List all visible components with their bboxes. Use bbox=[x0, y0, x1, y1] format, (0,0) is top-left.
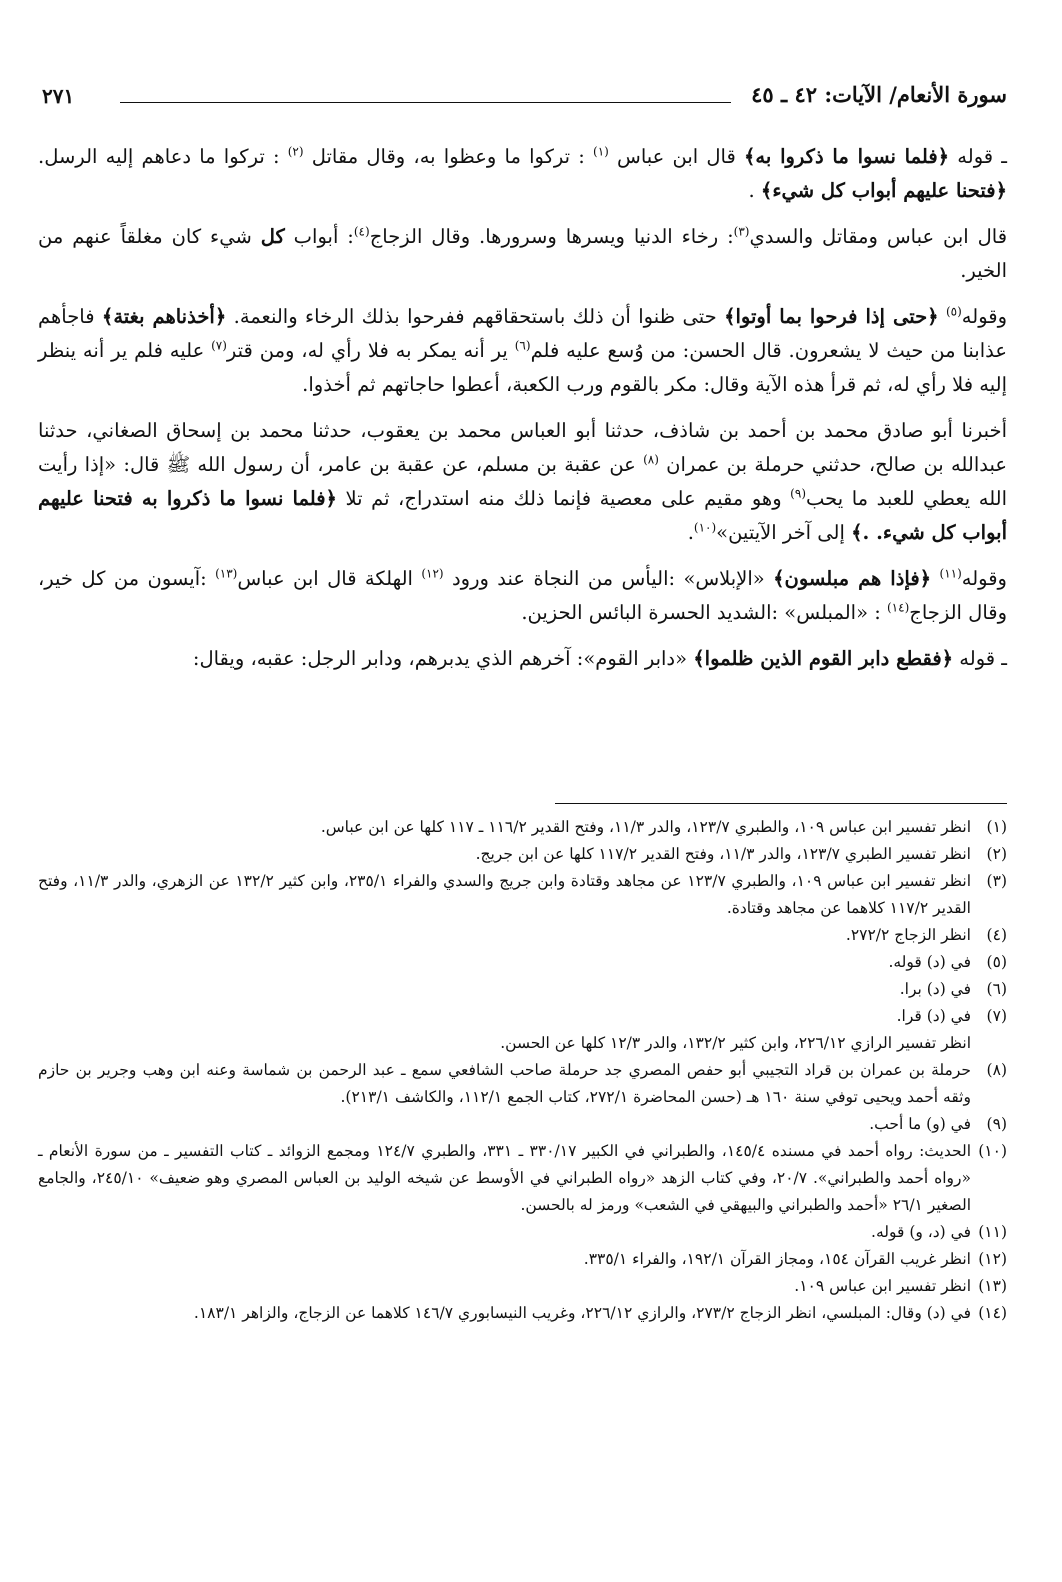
text: ـ قوله bbox=[953, 647, 1007, 670]
footnote-ref[interactable]: (١١) bbox=[939, 566, 962, 581]
text: «الإبلاس» :اليأس من النجاة عند ورود bbox=[443, 567, 774, 590]
page-number: ٢٧١ bbox=[42, 84, 75, 108]
text: أخبرنا أبو صادق محمد بن أحمد بن شاذف، حدثنا أبو العباس محمد بن يعقوب، حدثنا محمد بن إسحاق الصغاني، حدثنا عبدالله بن صالح، حدثني حرملة بن عمران bbox=[38, 419, 1007, 476]
paragraph-5 bbox=[38, 562, 1007, 630]
footnote-ref[interactable]: (١) bbox=[593, 144, 609, 159]
footnote-number: (٣) bbox=[986, 872, 1007, 890]
footnote-text: في (د) قوله. bbox=[888, 953, 971, 971]
text: : تركوا ما وعظوا به، وقال مقاتل bbox=[303, 145, 593, 168]
footnote-ref[interactable]: (٩) bbox=[790, 486, 806, 501]
footnote-ref[interactable]: (٣) bbox=[733, 224, 750, 239]
footnote bbox=[38, 1246, 1007, 1273]
footnote-text: في (د) قرا. bbox=[896, 1007, 971, 1025]
text: وقوله bbox=[961, 567, 1007, 590]
text: وهو مقيم على معصية فإنما ذلك منه استدراج، ثم تلا bbox=[336, 487, 791, 510]
text: قال ابن عباس bbox=[608, 145, 744, 168]
footnote-text: الحديث: رواه أحمد في مسنده ١٤٥/٤، والطبراني في الكبير ٣٣٠/١٧ ـ ٣٣١، والطبري ١٢٤/٧ ومجمع الزوائد ـ كتاب التفسير ـ من سورة الأنعام ـ «رواه أحمد والطبراني». ٢٠/٧، وفي كتاب الزهد «رواه الطبراني في الأوسط عن شيخه الوليد بن العباس المصري وهو ضعيف» ٢٤٥/١٠، والجامع الصغير ٢٦/١ «أحمد والطبراني والبيهقي في الشعب» ورمز له بالحسن. bbox=[38, 1142, 972, 1214]
text: وقوله bbox=[961, 305, 1008, 328]
footnote-number: (١٢) bbox=[978, 1250, 1007, 1268]
footnote-ref[interactable]: (٤) bbox=[353, 224, 370, 239]
footnote-text: في (د، و) قوله. bbox=[871, 1223, 971, 1241]
footnote bbox=[38, 1138, 1007, 1219]
footnote-text: في (و) ما أحب. bbox=[869, 1115, 971, 1133]
paragraph-3 bbox=[38, 300, 1007, 402]
footnote-number: (٧) bbox=[986, 1007, 1007, 1025]
footnote bbox=[38, 1273, 1007, 1300]
quran-quote: ﴿فإذا هم مبلسون﴾ bbox=[773, 567, 932, 590]
footnote-number: (١١) bbox=[978, 1223, 1007, 1241]
text bbox=[939, 305, 946, 328]
footnote-number: (١٤) bbox=[978, 1304, 1007, 1322]
running-title: سورة الأنعام/ الآيات: ٤٢ ـ ٤٥ bbox=[751, 82, 1007, 107]
page-header bbox=[38, 82, 1007, 122]
footnote-number: (٥) bbox=[986, 953, 1007, 971]
footnote-number: (٤) bbox=[986, 926, 1007, 944]
text: فاجأهم عذابنا من حيث لا يشعرون. قال الحسن: من وُسع عليه فلم bbox=[38, 305, 1007, 362]
footnote-ref[interactable]: (٧) bbox=[211, 338, 227, 353]
text: عليه فلم ير أنه ينظر إليه فلا رأي له، ثم قرأ هذه الآية وقال: مكر بالقوم ورب الكعبة، أعطوا حاجاتهم ثم أخذوا. bbox=[38, 339, 1007, 396]
footnote bbox=[38, 868, 1007, 922]
paragraph-4 bbox=[38, 414, 1007, 550]
footnote-continuation bbox=[38, 1030, 1007, 1057]
footnote-text: انظر غريب القرآن ١٥٤، ومجاز القرآن ١٩٢/١، والفراء ٣٣٥/١. bbox=[583, 1250, 971, 1268]
text: عن عقبة بن مسلم، عن عقبة بن عامر، أن رسول الله ﷺ قال: «إذا رأيت الله يعطي للعبد ما يحب bbox=[38, 453, 1008, 510]
footnote bbox=[38, 1003, 1007, 1030]
paragraph-1 bbox=[38, 140, 1007, 208]
main-text bbox=[38, 140, 1007, 688]
paragraph-2 bbox=[38, 220, 1007, 288]
footnote bbox=[38, 1111, 1007, 1138]
text: : أبواب bbox=[284, 225, 354, 248]
quran-quote: ﴿أخذناهم بغتة﴾ bbox=[101, 305, 227, 328]
footnote-text: انظر تفسير ابن عباس ١٠٩. bbox=[794, 1277, 971, 1295]
text: : رخاء الدنيا ويسرها وسرورها. وقال الزجاج bbox=[369, 225, 734, 248]
footnote-number: (٩) bbox=[986, 1115, 1007, 1133]
text: حتى ظنوا أن ذلك باستحقاقهم ففرحوا بذلك الرخاء والنعمة. bbox=[226, 305, 725, 328]
footnote-ref[interactable]: (٨) bbox=[643, 452, 659, 467]
text: ـ قوله bbox=[949, 145, 1007, 168]
footnote-text: في (د) برا. bbox=[899, 980, 971, 998]
text: ير أنه يمكر به فلا رأي له، ومن قتر bbox=[226, 339, 515, 362]
footnote-ref[interactable]: (١٠) bbox=[693, 520, 717, 535]
text: . bbox=[748, 179, 761, 202]
text: قال ابن عباس ومقاتل والسدي bbox=[749, 225, 1008, 248]
footnote bbox=[38, 922, 1007, 949]
footnote-text: انظر الزجاج ٢٧٢/٢. bbox=[845, 926, 971, 944]
footnote-text: حرملة بن عمران بن قراد التجيبي أبو حفص المصري جد حرملة صاحب الشافعي سمع ـ عبد الرحمن بن شماسة وعنه ابن وهب وجرير بن حازم وثقه أحمد ويحيى توفي سنة ١٦٠ هـ (حسن المحاضرة ٢٧٢/١، كتاب الجمع ١١٢/١، والكاشف ٢١٣/١). bbox=[38, 1061, 971, 1106]
quran-quote: ﴿فلما نسوا ما ذكروا به﴾ bbox=[743, 145, 950, 168]
text: الهلكة قال ابن عباس bbox=[237, 567, 422, 590]
footnote-number: (١٣) bbox=[978, 1277, 1007, 1295]
footnote-number: (١٠) bbox=[978, 1142, 1007, 1160]
footnote-number: (٨) bbox=[986, 1061, 1007, 1079]
quran-quote: ﴿فقطع دابر القوم الذين ظلموا﴾ bbox=[693, 647, 954, 670]
quran-quote: ﴿فتحنا عليهم أبواب كل شيء﴾ bbox=[760, 179, 1007, 202]
text: :آيسون من كل خير، وقال الزجاج bbox=[38, 567, 1007, 624]
footnote bbox=[38, 814, 1007, 841]
footnote-ref[interactable]: (١٢) bbox=[421, 566, 444, 581]
quran-quote: ﴿فلما نسوا ما ذكروا به فتحنا عليهم أبواب كل شيء. .﴾ bbox=[38, 487, 1007, 544]
footnote bbox=[38, 841, 1007, 868]
footnote bbox=[38, 949, 1007, 976]
footnote bbox=[38, 976, 1007, 1003]
footnote-separator bbox=[555, 803, 1007, 804]
bold-word: كل bbox=[260, 225, 285, 248]
text bbox=[931, 567, 939, 590]
footnote bbox=[38, 1219, 1007, 1246]
text: شيء كان مغلقاً عنهم من الخير. bbox=[38, 225, 1007, 282]
text: إلى آخر الآيتين» bbox=[716, 521, 852, 544]
footnote bbox=[38, 1300, 1007, 1327]
quran-quote: ﴿حتى إذا فرحوا بما أوتوا﴾ bbox=[724, 305, 939, 328]
footnote-text: في (د) وقال: المبلسي، انظر الزجاج ٢٧٣/٢، والرازي ٢٢٦/١٢، وغريب النيسابوري ١٤٦/٧ كلاهما عن الزجاج، والزاهر ١٨٣/١. bbox=[193, 1304, 971, 1322]
text: : «المبلس» :الشديد الحسرة البائس الحزين. bbox=[521, 601, 887, 624]
footnote-text: انظر تفسير ابن عباس ١٠٩، والطبري ١٢٣/٧ عن مجاهد وقتادة وابن جريج والسدي والفراء ٢٣٥/١، وابن كثير ١٣٢/٢ عن الزهري، والدر ١١/٣، وفتح القدير ١١٧/٢ كلاهما عن مجاهد وقتادة. bbox=[38, 872, 972, 917]
footnote-number: (١) bbox=[986, 818, 1007, 836]
text: . bbox=[687, 521, 694, 544]
footnote-ref[interactable]: (١٤) bbox=[886, 600, 910, 615]
book-page bbox=[38, 0, 1007, 1582]
text: : تركوا ما دعاهم إليه الرسل. bbox=[38, 145, 288, 168]
footnote-ref[interactable]: (٥) bbox=[945, 304, 962, 319]
footnote-number: (٢) bbox=[986, 845, 1007, 863]
footnotes bbox=[38, 814, 1007, 1327]
footnote-text: انظر تفسير الرازي ٢٢٦/١٢، وابن كثير ١٣٢/٢، والدر ١٢/٣ كلها عن الحسن. bbox=[500, 1034, 971, 1052]
footnote-text: انظر تفسير ابن عباس ١٠٩، والطبري ١٢٣/٧، والدر ١١/٣، وفتح القدير ١١٦/٢ ـ ١١٧ كلها عن ابن عباس. bbox=[320, 818, 971, 836]
text: «دابر القوم»: آخرهم الذي يدبرهم، ودابر الرجل: عقبه، ويقال: bbox=[192, 647, 694, 670]
footnote-text: انظر تفسير الطبري ١٢٣/٧، والدر ١١/٣، وفتح القدير ١١٧/٢ كلها عن ابن جريج. bbox=[475, 845, 971, 863]
paragraph-6 bbox=[38, 642, 1007, 676]
footnote bbox=[38, 1057, 1007, 1111]
footnote-ref[interactable]: (٦) bbox=[514, 338, 531, 353]
footnote-ref[interactable]: (١٣) bbox=[215, 566, 238, 581]
footnote-number: (٦) bbox=[986, 980, 1007, 998]
footnote-ref[interactable]: (٢) bbox=[287, 144, 304, 159]
header-rule bbox=[120, 102, 731, 103]
